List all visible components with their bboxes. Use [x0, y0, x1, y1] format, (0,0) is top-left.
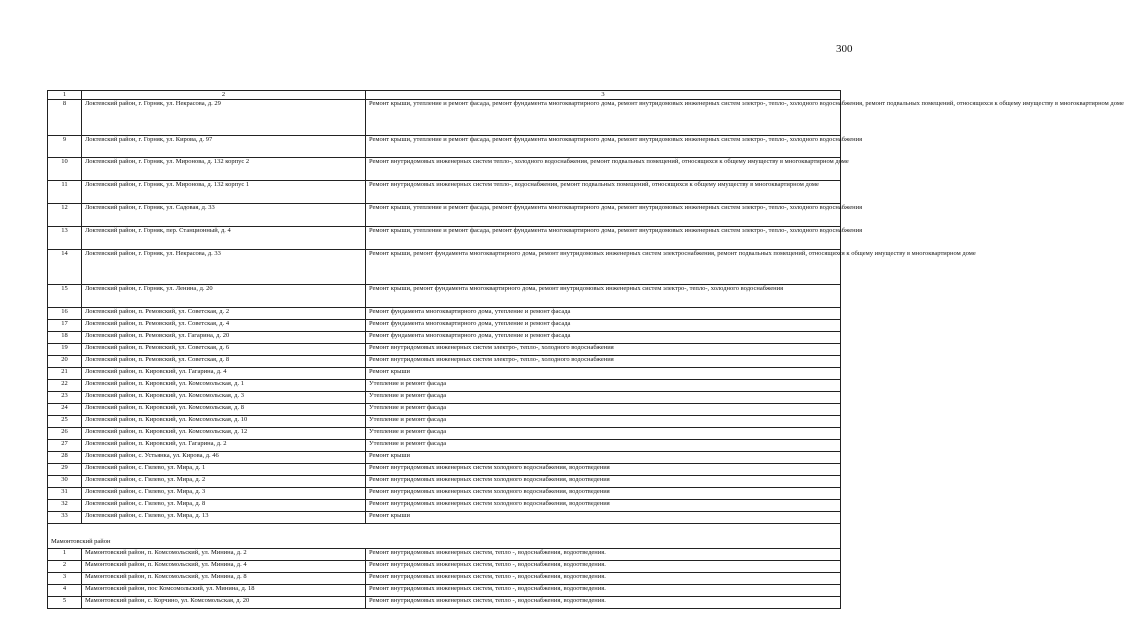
address-cell: Локтевский район, п. Ремовский, ул. Советская, д. 8: [82, 356, 366, 368]
table-row: [48, 404, 841, 416]
work-description-cell: Ремонт внутридомовых инженерных систем, тепло -, водоснабжения, водоотведения.: [366, 561, 841, 573]
row-number: 28: [48, 452, 82, 464]
section-title: Мамонтовский район: [48, 524, 841, 549]
work-description-cell: Ремонт крыши, ремонт фундамента многоквартирного дома, ремонт внутридомовых инженерных систем электроснабжения, ремонт подвальных помещений, относящихся к общему имуществу в многоквартирном доме: [366, 250, 841, 285]
work-description-cell: Утепление и ремонт фасада: [366, 380, 841, 392]
column-header-1: 1: [48, 91, 82, 100]
address-cell: Локтевский район, г. Горняк, ул. Миронова, д. 132 корпус 1: [82, 181, 366, 204]
row-number: 25: [48, 416, 82, 428]
address-cell: Локтевский район, п. Кировский, ул. Комсомольская, д. 1: [82, 380, 366, 392]
table-row: [48, 416, 841, 428]
table-row: [48, 158, 841, 181]
repair-table: [47, 90, 1124, 609]
address-cell: Локтевский район, г. Горняк, пер. Станционный, д. 4: [82, 227, 366, 250]
work-description-cell: Ремонт фундамента многоквартирного дома, утепление и ремонт фасада: [366, 320, 841, 332]
row-number: 2: [48, 561, 82, 573]
table-row: [48, 181, 841, 204]
work-description-cell: Ремонт внутридомовых инженерных систем электро-, тепло-, холодного водоснабжения: [366, 356, 841, 368]
work-description-cell: Ремонт внутридомовых инженерных систем электро-, тепло-, холодного водоснабжения: [366, 344, 841, 356]
row-number: 11: [48, 181, 82, 204]
work-description-cell: Ремонт внутридомовых инженерных систем, тепло -, водоснабжения, водоотведения.: [366, 573, 841, 585]
work-description-cell: Ремонт крыши: [366, 368, 841, 380]
table-row: [48, 549, 841, 561]
work-description-cell: Ремонт крыши, утепление и ремонт фасада, ремонт фундамента многоквартирного дома, ремонт внутридомовых инженерных систем электро-, тепло-, холодного водоснабжения: [366, 204, 841, 227]
table-row: [48, 476, 841, 488]
row-number: 10: [48, 158, 82, 181]
work-description-cell: Ремонт внутридомовых инженерных систем, тепло -, водоснабжения, водоотведения.: [366, 549, 841, 561]
work-description-cell: Ремонт внутридомовых инженерных систем, тепло -, водоснабжения, водоотведения.: [366, 585, 841, 597]
row-number: 8: [48, 100, 82, 136]
address-cell: Локтевский район, г. Горняк, ул. Садовая, д. 33: [82, 204, 366, 227]
table-row: [48, 227, 841, 250]
table-row: [48, 380, 841, 392]
table-row: [48, 585, 841, 597]
column-header-row: [48, 91, 841, 100]
address-cell: Локтевский район, п. Ремовский, ул. Советская, д. 6: [82, 344, 366, 356]
row-number: 30: [48, 476, 82, 488]
row-number: 18: [48, 332, 82, 344]
address-cell: Локтевский район, с. Гилево, ул. Мира, д. 2: [82, 476, 366, 488]
table-row: [48, 204, 841, 227]
address-cell: Локтевский район, г. Горняк, ул. Ленина, д. 20: [82, 285, 366, 308]
row-number: 5: [48, 597, 82, 609]
work-description-cell: Утепление и ремонт фасада: [366, 404, 841, 416]
row-number: 12: [48, 204, 82, 227]
work-description-cell: Ремонт внутридомовых инженерных систем холодного водоснабжения, водоотведения: [366, 488, 841, 500]
address-cell: Локтевский район, г. Горняк, ул. Некрасова, д. 29: [82, 100, 366, 136]
work-description-cell: Ремонт внутридомовых инженерных систем холодного водоснабжения, водоотведения: [366, 464, 841, 476]
row-number: 4: [48, 585, 82, 597]
column-header-3: 3: [366, 91, 841, 100]
address-cell: Локтевский район, п. Кировский, ул. Комсомольская, д. 12: [82, 428, 366, 440]
row-number: 23: [48, 392, 82, 404]
row-number: 33: [48, 512, 82, 524]
address-cell: Локтевский район, п. Кировский, ул. Комсомольская, д. 10: [82, 416, 366, 428]
row-number: 24: [48, 404, 82, 416]
address-cell: Локтевский район, г. Горняк, ул. Некрасова, д. 33: [82, 250, 366, 285]
row-number: 9: [48, 136, 82, 158]
table-row: [48, 597, 841, 609]
row-number: 13: [48, 227, 82, 250]
work-description-cell: Утепление и ремонт фасада: [366, 440, 841, 452]
work-description-cell: Ремонт крыши, утепление и ремонт фасада, ремонт фундамента многоквартирного дома, ремонт внутридомовых инженерных систем электро-, тепло-, холодного водоснабжения: [366, 227, 841, 250]
table-row: [48, 428, 841, 440]
work-description-cell: Ремонт крыши, утепление и ремонт фасада, ремонт фундамента многоквартирного дома, ремонт внутридомовых инженерных систем электро-, тепло-, холодного водоснабжения, ремонт подвальных помещений, относящихся к общему имуществу в многоквартирном доме: [366, 100, 841, 136]
work-description-cell: Ремонт крыши: [366, 452, 841, 464]
row-number: 21: [48, 368, 82, 380]
work-description-cell: Утепление и ремонт фасада: [366, 416, 841, 428]
table-row: [48, 464, 841, 476]
table-row: [48, 344, 841, 356]
work-description-cell: Ремонт внутридомовых инженерных систем, тепло -, водоснабжения, водоотведения.: [366, 597, 841, 609]
address-cell: Локтевский район, п. Ремовский, ул. Гагарина, д. 20: [82, 332, 366, 344]
table-row: [48, 512, 841, 524]
row-number: 17: [48, 320, 82, 332]
address-cell: Локтевский район, п. Ремовский, ул. Советская, д. 2: [82, 308, 366, 320]
table-row: [48, 561, 841, 573]
work-description-cell: Ремонт крыши, утепление и ремонт фасада, ремонт фундамента многоквартирного дома, ремонт внутридомовых инженерных систем электро-, тепло-, холодного водоснабжения: [366, 136, 841, 158]
address-cell: Локтевский район, с. Гилево, ул. Мира, д. 3: [82, 488, 366, 500]
table-row: [48, 356, 841, 368]
table-row: [48, 332, 841, 344]
work-description-cell: Ремонт внутридомовых инженерных систем тепло-, холодного водоснабжения, ремонт подвальных помещений, относящихся к общему имуществу в многоквартирном доме: [366, 158, 841, 181]
row-number: 26: [48, 428, 82, 440]
address-cell: Мамонтовский район, п. Комсомольский, ул. Минина, д. 4: [82, 561, 366, 573]
table-row: [48, 308, 841, 320]
column-header-2: 2: [82, 91, 366, 100]
work-description-cell: Ремонт фундамента многоквартирного дома, утепление и ремонт фасада: [366, 332, 841, 344]
table-row: [48, 452, 841, 464]
table-row: [48, 285, 841, 308]
address-cell: Локтевский район, п. Кировский, ул. Комсомольская, д. 8: [82, 404, 366, 416]
table-row: [48, 320, 841, 332]
address-cell: Локтевский район, с. Устьянка, ул. Кирова, д. 46: [82, 452, 366, 464]
table-row: [48, 368, 841, 380]
row-number: 1: [48, 549, 82, 561]
address-cell: Локтевский район, п. Ремовский, ул. Советская, д. 4: [82, 320, 366, 332]
address-cell: Локтевский район, г. Горняк, ул. Миронова, д. 132 корпус 2: [82, 158, 366, 181]
work-description-cell: Ремонт крыши: [366, 512, 841, 524]
table-row: [48, 440, 841, 452]
work-description-cell: Ремонт внутридомовых инженерных систем холодного водоснабжения, водоотведения: [366, 476, 841, 488]
row-number: 31: [48, 488, 82, 500]
work-description-cell: Утепление и ремонт фасада: [366, 428, 841, 440]
work-description-cell: Утепление и ремонт фасада: [366, 392, 841, 404]
section-header-row: [48, 524, 841, 549]
table-row: [48, 488, 841, 500]
address-cell: Мамонтовский район, пос Комсомольский, ул. Минина, д. 18: [82, 585, 366, 597]
address-cell: Локтевский район, п. Кировский, ул. Гагарина, д. 4: [82, 368, 366, 380]
row-number: 19: [48, 344, 82, 356]
row-number: 29: [48, 464, 82, 476]
row-number: 27: [48, 440, 82, 452]
address-cell: Локтевский район, г. Горняк, ул. Кирова, д. 97: [82, 136, 366, 158]
row-number: 32: [48, 500, 82, 512]
work-description-cell: Ремонт внутридомовых инженерных систем холодного водоснабжения, водоотведения: [366, 500, 841, 512]
work-description-cell: Ремонт фундамента многоквартирного дома, утепление и ремонт фасада: [366, 308, 841, 320]
row-number: 16: [48, 308, 82, 320]
table-row: [48, 136, 841, 158]
address-cell: Локтевский район, п. Кировский, ул. Гагарина, д. 2: [82, 440, 366, 452]
address-cell: Локтевский район, с. Гилево, ул. Мира, д. 8: [82, 500, 366, 512]
table-row: [48, 250, 841, 285]
table-row: [48, 100, 841, 136]
address-cell: Мамонтовский район, с. Корчино, ул. Комсомольская, д. 20: [82, 597, 366, 609]
address-cell: Локтевский район, п. Кировский, ул. Комсомольская, д. 3: [82, 392, 366, 404]
row-number: 20: [48, 356, 82, 368]
address-cell: Мамонтовский район, п. Комсомольский, ул. Минина, д. 2: [82, 549, 366, 561]
work-description-cell: Ремонт внутридомовых инженерных систем тепло-, водоснабжения, ремонт подвальных помещений, относящихся к общему имуществу в многоквартирном доме: [366, 181, 841, 204]
table-row: [48, 392, 841, 404]
address-cell: Локтевский район, с. Гилево, ул. Мира, д. 1: [82, 464, 366, 476]
row-number: 14: [48, 250, 82, 285]
page-number: 300: [836, 43, 853, 55]
row-number: 22: [48, 380, 82, 392]
address-cell: Мамонтовский район, п. Комсомольский, ул. Минина, д. 8: [82, 573, 366, 585]
work-description-cell: Ремонт крыши, ремонт фундамента многоквартирного дома, ремонт внутридомовых инженерных систем электро-, тепло-, холодного водоснабжения: [366, 285, 841, 308]
row-number: 15: [48, 285, 82, 308]
row-number: 3: [48, 573, 82, 585]
table-row: [48, 500, 841, 512]
table-row: [48, 573, 841, 585]
address-cell: Локтевский район, с. Гилево, ул. Мира, д. 13: [82, 512, 366, 524]
